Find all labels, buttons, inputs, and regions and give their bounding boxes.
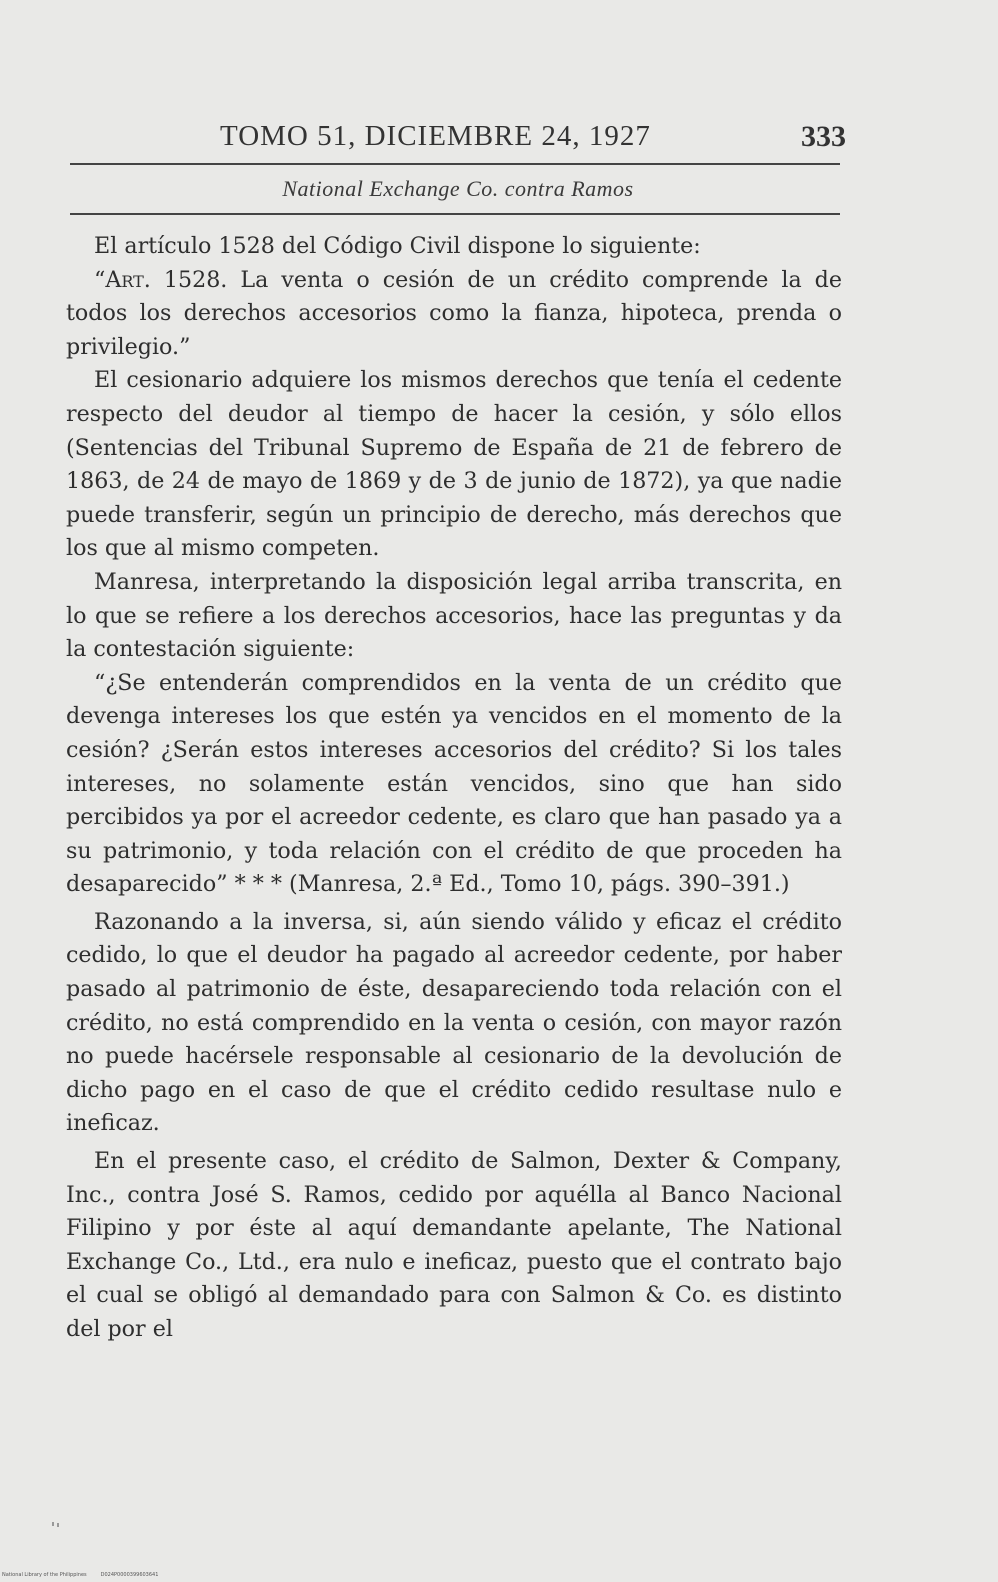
paragraph-code-citation: El artículo 1528 del Código Civil dispone lo siguiente: <box>94 233 701 259</box>
scan-speck <box>52 1522 62 1528</box>
paragraph-present-case: En el presente caso, el crédito de Salmon, Dexter & Company, Inc., contra José S. Ramos, cedido por aquélla al Banco Nacional Filipino y por éste al aquí demandante apelante, The National Exchange Co., Ltd., era nulo e ineficaz, puesto que el contrato bajo el cual se obligó al demandado para con Salmon & Co. es distinto del por el <box>66 1148 842 1342</box>
paragraph-manresa-quote: “¿Se entenderán comprendidos en la venta de un crédito que devenga intereses los que estén ya vencidos en el momento de la cesión? ¿Serán estos intereses accesorios del crédito? Si los tales intereses, no solamente están vencidos, sino que han sido percibidos ya por el acreedor cedente, es claro que han pasado ya a su patrimonio, y toda relación con el crédito de que proceden ha desaparecido” * * * (Manresa, 2.ª Ed., Tomo 10, págs. 390–391.) <box>66 669 842 898</box>
header-rule-bottom <box>70 213 840 215</box>
paragraph-article-quote: “Art. 1528. La venta o cesión de un crédito comprende la de todos los derechos accesorios como la fianza, hipoteca, prenda o privilegio.” <box>66 266 842 360</box>
scan-footer <box>2 1572 158 1578</box>
running-head <box>70 120 846 160</box>
case-title: National Exchange Co. contra Ramos <box>282 176 634 201</box>
article-text: 1528. La venta o cesión de un crédito comprende la de todos los derechos accesorios como la fianza, hipoteca, prenda o privilegio.” <box>66 266 842 360</box>
paragraph-assignee-rights: El cesionario adquiere los mismos derechos que tenía el cedente respecto del deudor al tiempo de hacer la cesión, y sólo ellos (Sentencias del Tribunal Supremo de España de 21 de febrero de 1863, de 24 de mayo de 1869 y de 3 de junio de 1872), ya que nadie puede transferir, según un principio de derecho, más derechos que los que al mismo competen. <box>66 367 842 562</box>
page-number: 333 <box>801 120 846 153</box>
scan-code: D024P0000399603641 <box>100 1572 159 1578</box>
header-rule-top <box>70 163 840 165</box>
library-credit: National Library of the Philippines <box>2 1572 87 1578</box>
paragraph-manresa-intro: Manresa, interpretando la disposición legal arriba transcrita, en lo que se refiere a los derechos accesorios, hace las preguntas y da la contestación siguiente: <box>66 568 842 663</box>
body-text <box>66 230 842 1347</box>
paragraph-reasoning: Razonando a la inversa, si, aún siendo válido y eficaz el crédito cedido, lo que el deudor ha pagado al acreedor cedente, por haber pasado al patrimonio de éste, desapareciendo toda relación con el crédito, no está comprendido en la venta o cesión, con mayor razón no puede hacérsele responsable al cesionario de la devolución de dicho pago en el caso de que el crédito cedido resultase nulo e ineficaz. <box>66 908 842 1137</box>
article-abbreviation: Art. <box>105 266 151 293</box>
volume-date-heading: TOMO 51, DICIEMBRE 24, 1927 <box>220 120 651 152</box>
